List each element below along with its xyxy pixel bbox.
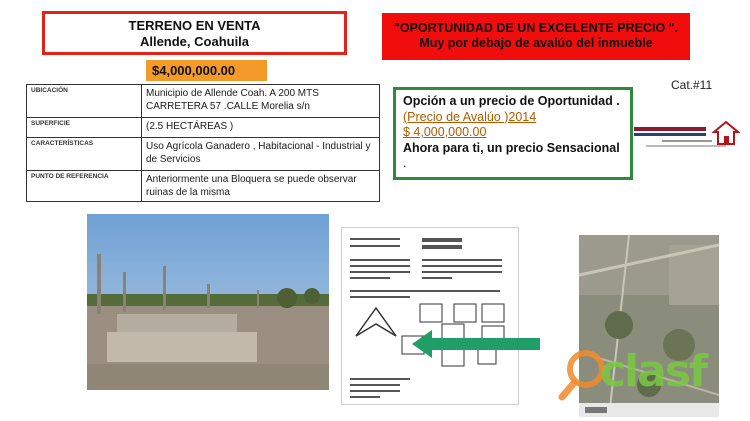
opportunity-subline: Muy por debajo de avalúo del inmueble	[419, 36, 653, 50]
survey-document	[341, 227, 519, 405]
price-tag: $4,000,000.00	[146, 60, 267, 81]
detail-value: Anteriormente una Bloquera se puede observar ruinas de la misma	[142, 171, 380, 202]
pointer-arrow-icon	[412, 330, 540, 358]
detail-value: (2.5 HECTÁREAS )	[142, 118, 380, 138]
table-row	[27, 118, 380, 138]
offer-line-1: Opción a un precio de Oportunidad .	[403, 94, 620, 108]
opportunity-headline: "OPORTUNIDAD DE UN EXCELENTE PRECIO ".	[393, 21, 679, 35]
offer-box	[393, 87, 633, 180]
offer-line-5: .	[403, 156, 407, 170]
opportunity-banner	[382, 13, 690, 60]
detail-label: CARACTERÍSTICAS	[27, 138, 142, 171]
offer-appraisal-link[interactable]: (Precio de Avalúo )2014	[403, 109, 537, 124]
detail-label: PUNTO DE REFERENCIA	[27, 171, 142, 202]
realty-logo	[632, 118, 740, 158]
listing-location: Allende, Coahuila	[139, 34, 250, 49]
title-box	[42, 11, 347, 55]
property-details-table	[26, 84, 380, 202]
detail-value: Uso Agrícola Ganadero , Habitacional - Industrial y de Servicios	[142, 138, 380, 171]
listing-title: TERRENO EN VENTA	[128, 18, 261, 33]
property-photo	[87, 214, 329, 390]
north-arrow-icon	[356, 308, 396, 336]
detail-label: SUPERFICIE	[27, 118, 142, 138]
watermark-text: clasf	[600, 346, 707, 397]
table-row	[27, 171, 380, 202]
detail-label: UBICACIÓN	[27, 85, 142, 118]
detail-value: Municipio de Allende Coah. A 200 MTS CARRETERA 57 .CALLE Morelia s/n	[142, 85, 380, 118]
offer-line-4: Ahora para ti, un precio Sensacional	[403, 140, 620, 155]
offer-price: $ 4,000,000.00	[403, 125, 487, 139]
table-row	[27, 138, 380, 171]
catalog-code: Cat.#11	[671, 78, 713, 92]
table-row	[27, 85, 380, 118]
